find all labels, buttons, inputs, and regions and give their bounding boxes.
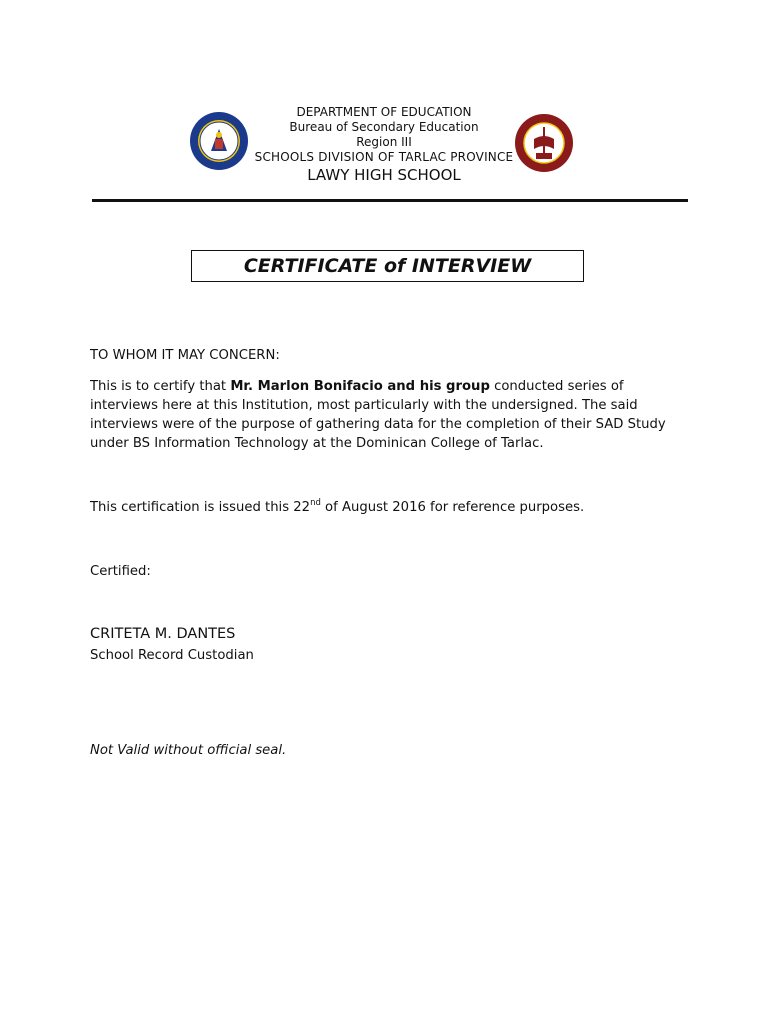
certificate-title: CERTIFICATE of INTERVIEW [243, 255, 532, 277]
issuance-paragraph [90, 498, 680, 517]
signer-title: School Record Custodian [90, 648, 254, 663]
department-name: DEPARTMENT OF EDUCATION [296, 105, 472, 119]
letterhead [0, 105, 768, 195]
date-ordinal-suffix: nd [310, 497, 321, 508]
salutation: TO WHOM IT MAY CONCERN: [90, 348, 280, 363]
certificate-title-box [191, 250, 584, 282]
certification-paragraph [90, 377, 680, 453]
paragraph1-subject: Mr. Marlon Bonifacio and his group [230, 379, 490, 394]
paragraph2-prefix: This certification is issued this 22 [90, 500, 311, 515]
bureau-name: Bureau of Secondary Education [289, 120, 479, 134]
paragraph1-suffix: conducted series of interviews here at this Institution, most particularly with the undersigned. The said interviews were of the purpose of gathering data for the completion of their SAD Study under BS Information Technology at the Dominican College of Tarlac. [90, 379, 666, 451]
validity-note: Not Valid without official seal. [90, 743, 287, 758]
paragraph1-prefix: This is to certify that [90, 379, 231, 394]
certified-label: Certified: [90, 564, 151, 579]
header-divider [92, 199, 688, 202]
region-name: Region III [356, 135, 412, 149]
signer-name: CRITETA M. DANTES [90, 626, 236, 642]
division-name: SCHOOLS DIVISION OF TARLAC PROVINCE [254, 150, 514, 164]
letterhead-text [0, 105, 768, 184]
lawy-high-school-seal-icon [514, 113, 574, 173]
paragraph2-suffix: of August 2016 for reference purposes. [320, 500, 585, 515]
school-name: LAWY HIGH SCHOOL [307, 166, 461, 184]
